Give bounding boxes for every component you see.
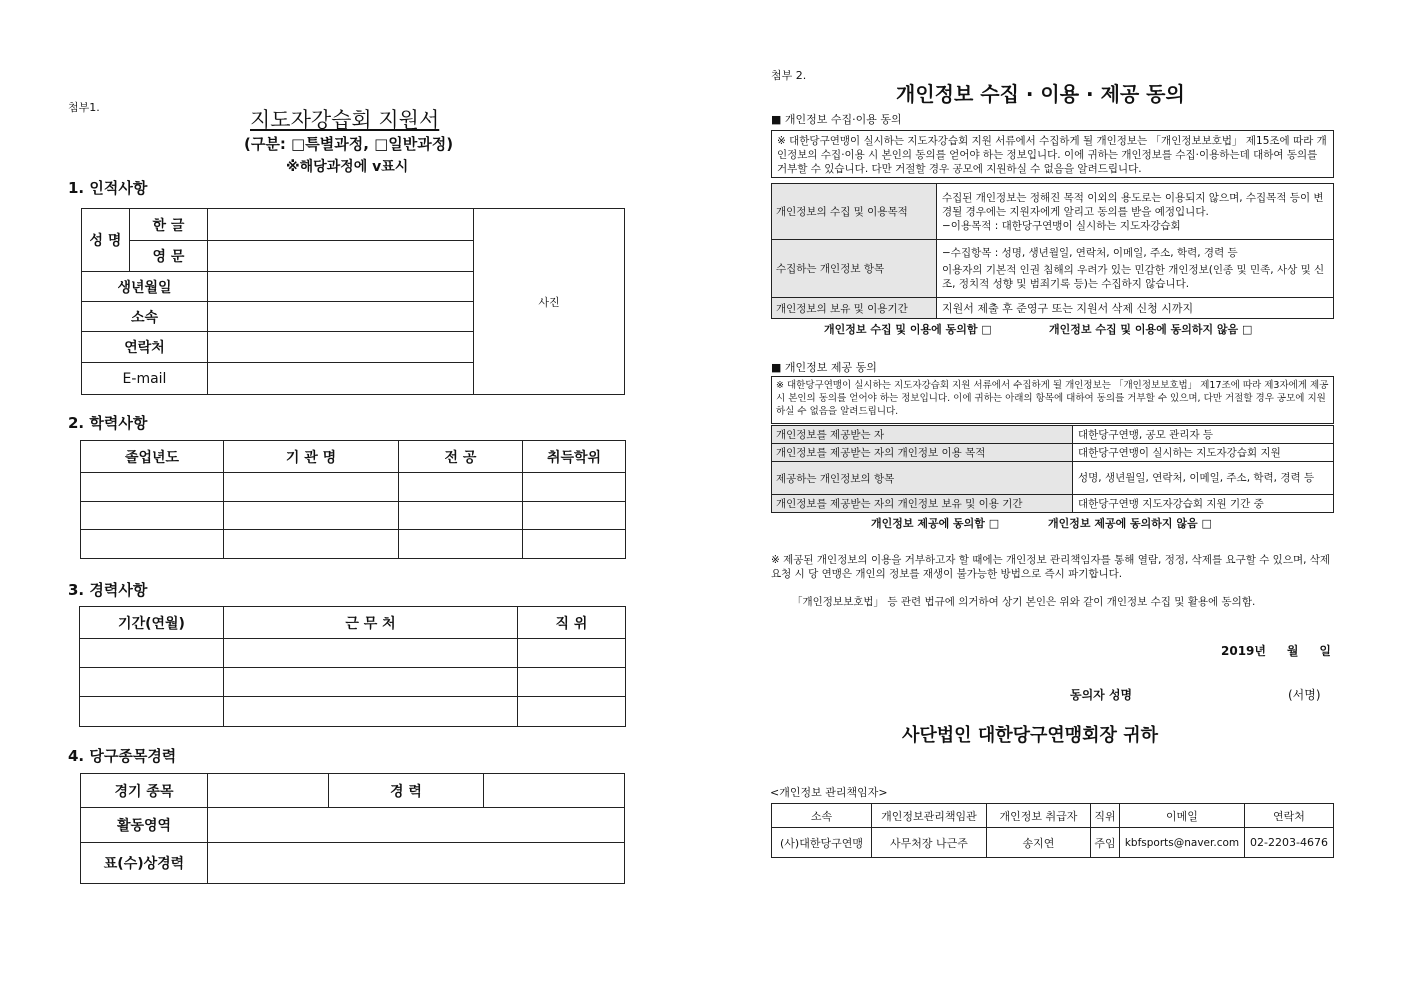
degree-header: 취득학위 [523, 441, 626, 473]
experience-field[interactable] [484, 774, 625, 808]
birth-field[interactable] [208, 272, 474, 302]
career-row [80, 668, 626, 697]
table-cell[interactable] [518, 639, 626, 668]
birth-label: 생년월일 [82, 272, 208, 302]
table-cell[interactable] [80, 697, 224, 727]
consent-date: 2019년 월 일 [1221, 644, 1331, 658]
table-cell[interactable] [224, 502, 399, 530]
provide-intro-text: ※ 대한당구연맹이 실시하는 지도자강습회 지원 서류에서 수집하게 될 개인정보는 「개인정보보호법」 제17조에 따라 제3자에게 제공 시 본인의 동의를 얻어야 하는 정보입니다. 이에 귀하는 아래의 항목에 대하여 동의를 거부할 수 있으며, 다만 거절할 경우 공모에 지원하실 수 없음을 알려드립니다. [776, 380, 1329, 417]
attachment-label: 첨부 2. [771, 69, 807, 82]
recipient-purpose-value: 대한당구연맹이 실시하는 지도자강습회 지원 [1073, 444, 1334, 462]
billiards-table [80, 773, 625, 884]
contact-field[interactable] [208, 332, 474, 363]
award-field[interactable] [208, 843, 625, 884]
award-label: 표(수)상경력 [81, 843, 208, 884]
table-cell[interactable] [518, 668, 626, 697]
personal-info-table [81, 208, 625, 395]
signer-label: 동의자 성명 [1070, 688, 1133, 702]
provide-disagree-option[interactable]: 개인정보 제공에 동의하지 않음 □ [1048, 517, 1212, 530]
activity-label: 활동영역 [81, 808, 208, 843]
table-cell[interactable] [80, 668, 224, 697]
section-personal-heading: 1. 인적사항 [68, 179, 148, 197]
education-row [81, 473, 626, 502]
sign-mark: (서명) [1288, 688, 1321, 702]
signer-field[interactable] [1150, 684, 1280, 702]
collect-period-label: 개인정보의 보유 및 이용기간 [772, 298, 937, 319]
activity-field[interactable] [208, 808, 625, 843]
collect-items-label: 수집하는 개인정보 항목 [772, 240, 937, 298]
education-table [80, 440, 626, 559]
phone-value: 02-2203-4676 [1245, 828, 1334, 858]
recipient-period-label: 개인정보를 제공받는 자의 개인정보 보유 및 이용 기간 [772, 495, 1073, 513]
korean-name-field[interactable] [208, 209, 474, 241]
career-row [80, 639, 626, 668]
collect-consent-table [771, 183, 1334, 319]
section-career-heading: 3. 경력사항 [68, 581, 148, 599]
title-header: 직위 [1091, 804, 1120, 828]
left-page [0, 0, 700, 992]
course-type: (구분: □특별과정, □일반과정) [244, 135, 454, 153]
recipient-purpose-label: 개인정보를 제공받는 자의 개인정보 이용 목적 [772, 444, 1073, 462]
english-name-field[interactable] [208, 241, 474, 272]
education-row [81, 502, 626, 530]
major-header: 전 공 [399, 441, 523, 473]
provide-consent-heading: ■ 개인정보 제공 동의 [771, 361, 877, 374]
table-cell[interactable] [81, 502, 224, 530]
event-label: 경기 종목 [81, 774, 208, 808]
contact-label: 연락처 [82, 332, 208, 363]
collect-items-text: −수집항목 : 성명, 생년월일, 연락처, 이메일, 주소, 학력, 경력 등 [942, 247, 1238, 259]
table-cell[interactable] [523, 502, 626, 530]
handler-value: 송지연 [987, 828, 1091, 858]
email-value[interactable]: kbfsports@naver.com [1120, 828, 1245, 858]
institution-header: 기 관 명 [224, 441, 399, 473]
table-cell[interactable] [399, 473, 523, 502]
manager-header: 개인정보관리책임관 [872, 804, 987, 828]
affiliation-field[interactable] [208, 302, 474, 332]
table-cell[interactable] [523, 530, 626, 559]
table-cell[interactable] [81, 473, 224, 502]
manager-heading: <개인정보 관리책임자> [770, 786, 888, 799]
collect-agree-option[interactable]: 개인정보 수집 및 이용에 동의함 □ [824, 323, 992, 336]
collect-disagree-option[interactable]: 개인정보 수집 및 이용에 동의하지 않음 □ [1049, 323, 1253, 336]
email-field[interactable] [208, 363, 474, 395]
career-table [79, 606, 626, 727]
table-cell[interactable] [224, 697, 518, 727]
name-label: 성 명 [82, 209, 130, 272]
position-header: 직 위 [518, 607, 626, 639]
collect-intro-text: ※ 대한당구연맹이 실시하는 지도자강습회 지원 서류에서 수집하게 될 개인정보는 「개인정보보호법」 제15조에 따라 개인정보의 수집·이용 시 본인의 동의를 얻어야 하는 정보입니다. 이에 귀하는 개인정보를 수집·이용하는데 대하여 동의를 거부할 수 있습니다. 다만 거절할 경우 공모에 지원하실 수 없음을 알려드립니다. [777, 135, 1327, 175]
collect-purpose-use: −이용목적 : 대한당구연맹이 실시하는 지도자강습회 [942, 219, 1181, 232]
experience-label: 경 력 [329, 774, 484, 808]
table-cell[interactable] [224, 473, 399, 502]
addressee: 사단법인 대한당구연맹회장 귀하 [902, 725, 1158, 746]
form-title: 지도자강습회 지원서 [250, 108, 440, 132]
provided-items-value: 성명, 생년월일, 연락처, 이메일, 주소, 학력, 경력 등 [1073, 462, 1334, 495]
title-value: 주임 [1091, 828, 1120, 858]
email-label: E-mail [82, 363, 208, 395]
collect-period-value: 지원서 제출 후 준영구 또는 지원서 삭제 신청 시까지 [937, 298, 1334, 319]
provide-intro [771, 376, 1334, 424]
handler-header: 개인정보 취급자 [987, 804, 1091, 828]
phone-header: 연락처 [1245, 804, 1334, 828]
manager-value: 사무처장 나근주 [872, 828, 987, 858]
refusal-note: ※ 제공된 개인정보의 이용을 거부하고자 할 때에는 개인정보 관리책임자를 통해 열람, 정정, 삭제를 요구할 수 있으며, 삭제 요청 시 당 연맹은 개인의 정보를 재생이 불가능한 방법으로 즉시 파기합니다. [771, 554, 1331, 580]
collect-consent-heading: ■ 개인정보 수집·이용 동의 [771, 113, 902, 126]
education-row [81, 530, 626, 559]
affiliation-value: (사)대한당구연맹 [772, 828, 872, 858]
table-cell[interactable] [80, 639, 224, 668]
email-header: 이메일 [1120, 804, 1245, 828]
provided-items-label: 제공하는 개인정보의 항목 [772, 462, 1073, 495]
provide-agree-option[interactable]: 개인정보 제공에 동의함 □ [871, 517, 1000, 530]
photo-box[interactable] [474, 209, 625, 395]
table-cell[interactable] [224, 530, 399, 559]
event-field[interactable] [208, 774, 329, 808]
section-education-heading: 2. 학력사항 [68, 414, 148, 432]
collect-intro [771, 130, 1334, 178]
table-cell[interactable] [81, 530, 224, 559]
right-page [700, 0, 1403, 992]
collect-sensitive-text: 이용자의 기본적 인권 침해의 우려가 있는 민감한 개인정보(인종 및 민족, 사상 및 신조, 정치적 성향 및 범죄기록 등)는 수집하지 않습니다. [942, 264, 1325, 290]
provide-consent-table [771, 425, 1334, 513]
recipient-period-value: 대한당구연맹 지도자강습회 지원 기간 중 [1073, 495, 1334, 513]
period-header: 기간(연월) [80, 607, 224, 639]
table-cell[interactable] [399, 502, 523, 530]
graduation-year-header: 졸업년도 [81, 441, 224, 473]
section-billiards-heading: 4. 당구종목경력 [68, 747, 177, 765]
manager-table [771, 803, 1334, 858]
table-cell[interactable] [224, 639, 518, 668]
attachment-label: 첨부1. [68, 101, 100, 114]
affiliation-header: 소속 [772, 804, 872, 828]
table-cell[interactable] [399, 530, 523, 559]
table-cell[interactable] [518, 697, 626, 727]
recipient-value: 대한당구연맹, 공모 관리자 등 [1073, 426, 1334, 444]
recipient-label: 개인정보를 제공받는 자 [772, 426, 1073, 444]
affiliation-label: 소속 [82, 302, 208, 332]
photo-label: 사진 [538, 295, 560, 309]
table-cell[interactable] [224, 668, 518, 697]
course-mark-note: ※해당과정에 v표시 [286, 159, 409, 175]
collect-purpose-label: 개인정보의 수집 및 이용목적 [772, 184, 937, 240]
korean-name-label: 한 글 [130, 209, 208, 241]
workplace-header: 근 무 처 [224, 607, 518, 639]
table-cell[interactable] [523, 473, 626, 502]
consent-statement: 「개인정보보호법」 등 관련 법규에 의거하여 상기 본인은 위와 같이 개인정보 수집 및 활용에 동의함. [792, 596, 1256, 608]
collect-purpose-text: 수집된 개인정보는 정해진 목적 이외의 용도로는 이용되지 않으며, 수집목적 등이 변경될 경우에는 지원자에게 알리고 동의를 받을 예정입니다. [942, 191, 1324, 218]
consent-title: 개인정보 수집 · 이용 · 제공 동의 [896, 82, 1185, 106]
career-row [80, 697, 626, 727]
english-name-label: 영 문 [130, 241, 208, 272]
